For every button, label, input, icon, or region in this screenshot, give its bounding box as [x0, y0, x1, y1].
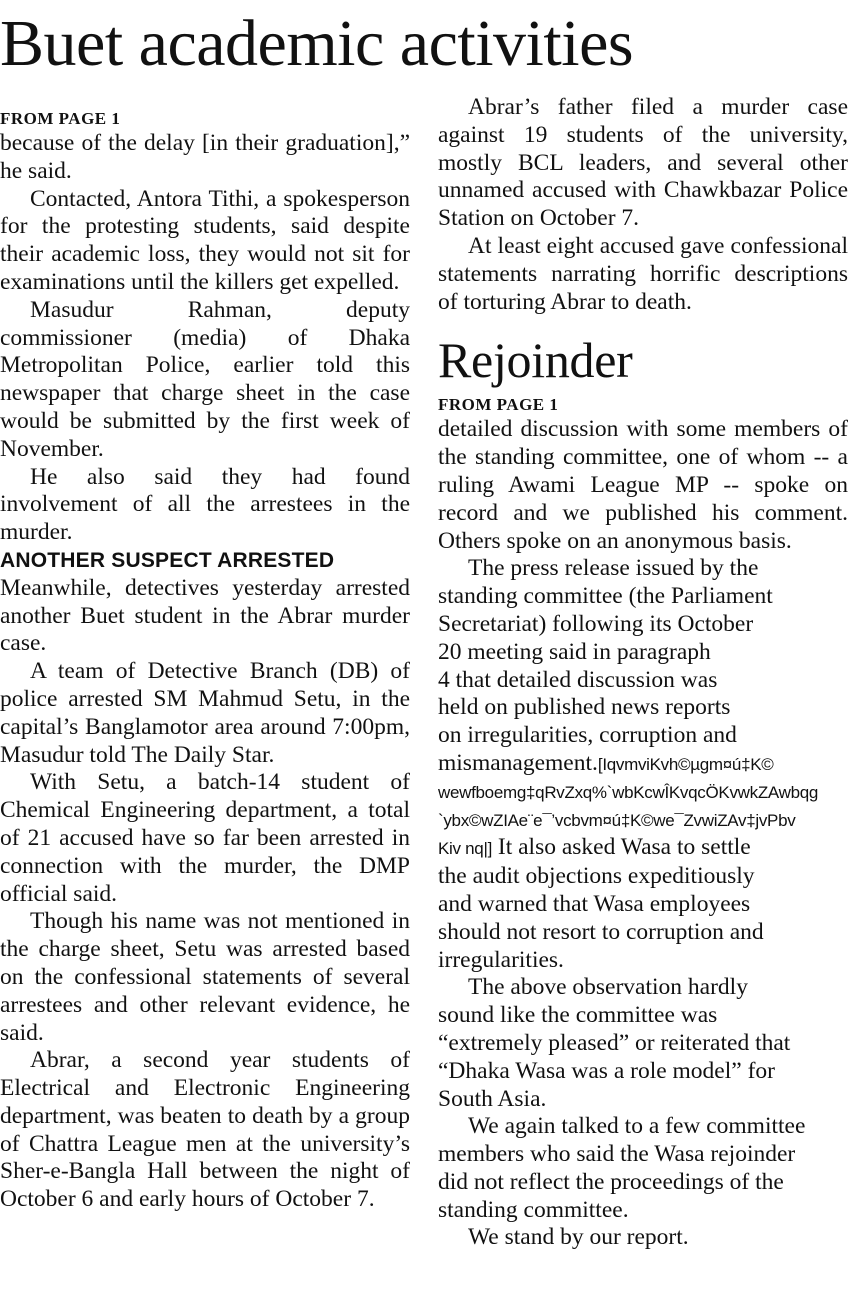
garbled-text: [IqvmviKvh©µgm¤ú‡K©	[597, 754, 774, 774]
text-line: standing committee.	[438, 1196, 629, 1223]
paragraph: detailed discussion with some members of the standing committee, one of whom -- a ruling Awami League MP -- spoke on record and we published his comment. Others spoke on an anonymous basis.	[438, 416, 848, 554]
paragraph: Contacted, Antora Tithi, a spokesperson for the protesting students, said despite their academic loss, they would not sit for examinations until the killers get expelled.	[0, 185, 410, 295]
paragraph: With Setu, a batch-14 student of Chemical Engineering department, a total of 21 accused have so far been arrested in connection with the murder, the DMP official said.	[0, 769, 410, 907]
text-line: irregularities.	[438, 946, 564, 973]
text-line: members who said the Wasa rejoinder	[438, 1141, 796, 1168]
right-column	[438, 94, 848, 1252]
paragraph: because of the delay [in their graduation],” he said.	[0, 130, 410, 184]
continuation-kicker: FROM PAGE 1	[0, 109, 121, 128]
text-line: “Dhaka Wasa was a role model” for	[438, 1057, 775, 1084]
press-release-paragraph	[438, 555, 848, 974]
text-line: The press release issued by the	[468, 555, 759, 582]
left-column	[0, 108, 410, 1214]
paragraph: Meanwhile, detectives yesterday arrested another Buet student in the Abrar murder case.	[0, 574, 410, 657]
text-line: The above observation hardly	[468, 974, 748, 1001]
paragraph: Abrar’s father filed a murder case against 19 students of the university, mostly BCL leaders, and several other unnamed accused with Chawkbazar Police Station on October 7.	[438, 94, 848, 232]
paragraph: A team of Detective Branch (DB) of police arrested SM Mahmud Setu, in the capital’s Banglamotor area around 7:00pm, Masudur told The Daily Star.	[0, 658, 410, 768]
paragraph: Though his name was not mentioned in the charge sheet, Setu was arrested based on the confessional statements of several arrestees and other relevant evidence, he said.	[0, 908, 410, 1046]
text-line: sound like the committee was	[438, 1002, 718, 1029]
text-line: Secretariat) following its October	[438, 610, 754, 637]
text-line: standing committee (the Parliament	[438, 583, 773, 610]
paragraph: Masudur Rahman, deputy commissioner (media) of Dhaka Metropolitan Police, earlier told this newspaper that charge sheet in the case would be submitted by the first week of November.	[0, 296, 410, 462]
headline: Buet academic activities	[0, 7, 634, 80]
paragraph: He also said they had found involvement of all the arrestees in the murder.	[0, 463, 410, 546]
text-line: held on published news reports	[438, 694, 731, 721]
continuation-kicker: FROM PAGE 1	[438, 395, 559, 415]
text-line	[438, 750, 848, 779]
section-subhead: ANOTHER SUSPECT ARRESTED	[0, 548, 335, 572]
text-line: did not reflect the proceedings of the	[438, 1168, 784, 1195]
garbled-text: `ybx©wZIAe¨e¯’vcbvm¤ú‡K©we¯ZvwiZAv‡jvPbv	[438, 810, 796, 830]
text-line: South Asia.	[438, 1085, 547, 1112]
text-fragment: mismanagement.	[438, 749, 598, 776]
text-line: and warned that Wasa employees	[438, 890, 751, 917]
text-line	[438, 834, 848, 863]
text-line: We again talked to a few committee	[468, 1113, 806, 1140]
paragraph: Abrar, a second year students of Electrical and Electronic Engineering department, was beaten to death by a group of Chattra League men at the university’s Sher-e-Bangla Hall between the night of October 6 and early hours of October 7.	[0, 1047, 410, 1213]
text-fragment: It also asked Wasa to settle	[492, 834, 751, 861]
text-line: “extremely pleased” or reiterated that	[438, 1029, 791, 1056]
garbled-text: wewfboemg‡qRvZxq%`wbKcwÎKvqcÖKvwkZAwbqg	[438, 782, 819, 802]
observation-paragraph	[438, 974, 848, 1113]
followup-paragraph	[438, 1113, 848, 1224]
text-line: on irregularities, corruption and	[438, 722, 737, 749]
rejoinder-headline: Rejoinder	[438, 332, 633, 389]
garbled-text: Kiv nq|]	[438, 839, 492, 859]
text-line: the audit objections expeditiously	[438, 863, 755, 890]
closing-line: We stand by our report.	[468, 1224, 689, 1251]
text-line: 20 meeting said in paragraph	[438, 638, 711, 665]
text-line: should not resort to corruption and	[438, 918, 764, 945]
paragraph: At least eight accused gave confessional statements narrating horrific descriptions of torturing Abrar to death.	[438, 232, 848, 315]
text-line: 4 that detailed discussion was	[438, 666, 718, 693]
